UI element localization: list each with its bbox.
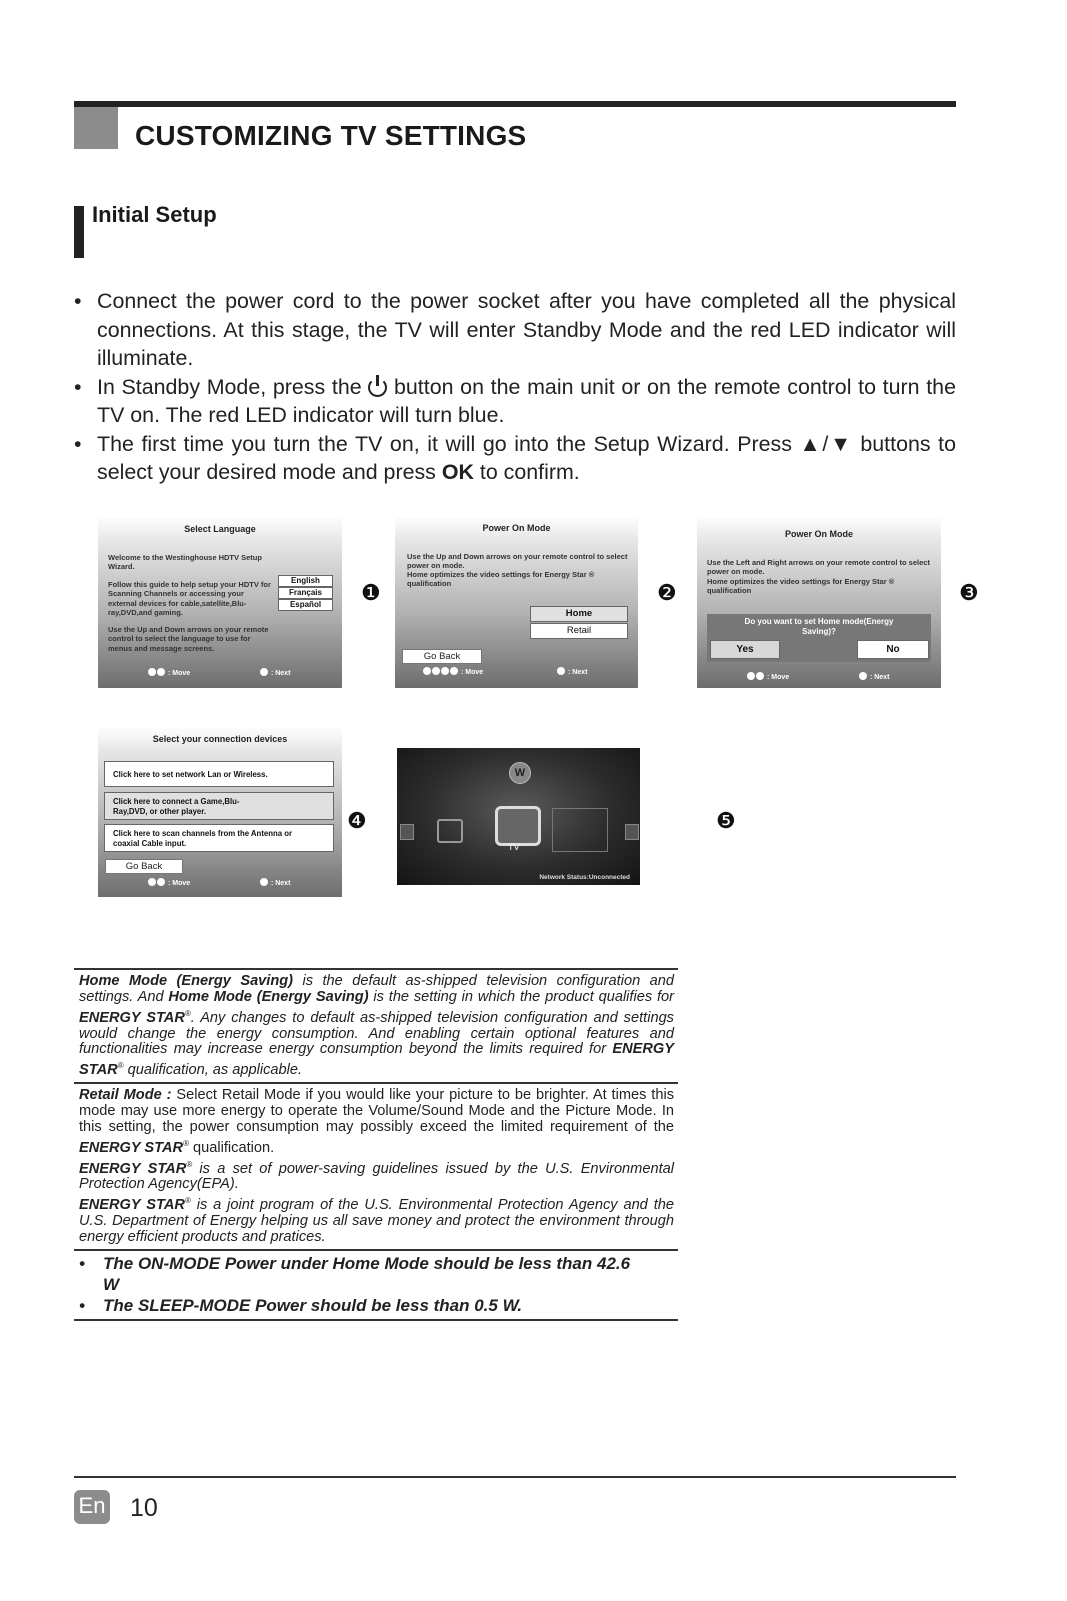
home-mode-note: Home Mode (Energy Saving) is the default as-shipped television configuration and settings. And Home Mode (Energy Saving) is the setting in which the product qualifies for ENERGY STAR®. Any changes to default as-shipped television configuration and settings would change the energy consumption. And enabling certain optional features and functionalities may increase energy consumption beyond the limits required for ENERGY STAR® qualification, as applicable. bbox=[79, 973, 674, 1079]
dialog-question: Do you want to set Home mode(Energy Saving)? bbox=[744, 617, 894, 636]
brand-logo-icon: W bbox=[509, 762, 531, 784]
section-bar bbox=[74, 206, 84, 258]
bullet-text: buttons to select your desired mode and press bbox=[97, 431, 956, 484]
next-hint: Next bbox=[275, 880, 291, 887]
up-key-icon bbox=[450, 667, 458, 675]
up-down-arrow-icon: ▲/▼ bbox=[799, 431, 853, 456]
list-item: • The first time you turn the TV on, it will go into the Setup Wizard. Press ▲/▼ buttons to select your desired mode and press OK to confirm. bbox=[74, 431, 956, 484]
screen-home-menu bbox=[397, 748, 640, 885]
go-back-button[interactable]: Go Back bbox=[105, 859, 183, 874]
language-option[interactable]: English bbox=[278, 575, 333, 587]
screen-text: Follow this guide to help setup your HDTV for Scanning Channels or accessing your external devices for cable,satellite,Blu-ray,DVD,and gaming. bbox=[108, 580, 271, 617]
retail-mode-note: Retail Mode : Select Retail Mode if you would like your picture to be brighter. At times this mode may use more energy to operate the Volume/Sound Mode and the Picture Mode. In this setting, the power consumption may possibly exceed the limited requirement of the ENERGY STAR® qualification. ENERGY STAR® is a set of power-saving guidelines issued by the U.S. Environmental Protection Agency(EPA). ENERGY STAR® is a joint program of the U.S. Environmental Protection Agency and the U.S. Department of Energy helping us all save money and protect the environment through energy efficient products and pratices. bbox=[79, 1087, 675, 1245]
divider bbox=[74, 1319, 678, 1321]
bullet-text: In Standby Mode, press the bbox=[97, 374, 362, 399]
step-number: ❹ bbox=[347, 808, 367, 833]
network-option[interactable]: Click here to set network Lan or Wireless. bbox=[104, 761, 334, 787]
list-item: • Connect the power cord to the power socket after you have completed all the physical connections. At this stage, the TV will enter Standby Mode and the red LED indicator will illuminate. bbox=[74, 287, 956, 373]
bullet-list bbox=[74, 287, 956, 487]
up-key-icon bbox=[157, 878, 165, 886]
bottom-rule bbox=[74, 1476, 956, 1478]
screen-title: Select your connection devices bbox=[152, 734, 288, 744]
screen-text: Use the Up and Down arrows on your remote control to select the language to use for menus and message screens. bbox=[108, 625, 269, 653]
screen-title: Power On Mode bbox=[784, 529, 853, 539]
network-status: Network Status:Unconnected bbox=[539, 874, 630, 881]
up-key-icon bbox=[756, 672, 764, 680]
screen-text: Home optimizes the video settings for Energy Star ® qualification bbox=[407, 570, 595, 589]
section-title: Initial Setup bbox=[92, 202, 217, 227]
retail-option[interactable]: Retail bbox=[530, 623, 628, 639]
page-number: 10 bbox=[130, 1494, 158, 1522]
down-key-icon bbox=[148, 878, 156, 886]
move-hint: Move bbox=[465, 669, 484, 676]
ok-key-icon bbox=[557, 667, 565, 675]
ok-key-icon bbox=[260, 668, 268, 676]
left-arrow-icon[interactable] bbox=[400, 824, 414, 840]
step-number: ❶ bbox=[361, 580, 381, 605]
header-square bbox=[74, 107, 118, 149]
right-key-icon bbox=[432, 667, 440, 675]
screen-select-connection: Select your connection devices Click here to set network Lan or Wireless. Click here to connect a Game,Blu-Ray,DVD, or other player. Click here to scan channels from the Antenna or coaxial Cable input. Go Back : Move : Next bbox=[98, 728, 342, 897]
no-button[interactable]: No bbox=[857, 640, 929, 659]
home-option[interactable]: Home bbox=[530, 606, 628, 622]
yes-button[interactable]: Yes bbox=[710, 640, 780, 659]
list-item: • The SLEEP-MODE Power should be less than 0.5 W. bbox=[79, 1295, 523, 1315]
down-key-icon bbox=[148, 668, 156, 676]
step-number: ❸ bbox=[959, 580, 979, 605]
power-icon bbox=[368, 378, 387, 397]
power-spec-list bbox=[74, 1251, 678, 1319]
language-option[interactable]: Français bbox=[278, 587, 333, 599]
screen-title: Power On Mode bbox=[482, 523, 551, 533]
move-hint: Move bbox=[172, 880, 191, 887]
screen-title: Select Language bbox=[184, 524, 256, 534]
up-key-icon bbox=[157, 668, 165, 676]
step-number: ❷ bbox=[657, 580, 677, 605]
confirm-dialog bbox=[707, 614, 931, 662]
left-key-icon bbox=[423, 667, 431, 675]
page-title: CUSTOMIZING TV SETTINGS bbox=[135, 120, 527, 151]
screen-text: Use the Up and Down arrows on your remote control to select power on mode. bbox=[407, 552, 628, 571]
list-item: • In Standby Mode, press the button on the main unit or on the remote control to turn the TV on. The red LED indicator will turn blue. bbox=[74, 374, 956, 427]
bullet-text: to confirm. bbox=[479, 460, 580, 484]
down-key-icon bbox=[747, 672, 755, 680]
screen-text: Use the Left and Right arrows on your remote control to select power on mode. bbox=[707, 558, 930, 577]
language-option[interactable]: Español bbox=[278, 599, 333, 611]
screen-select-language: Select Language Welcome to the Westinghouse HDTV Setup Wizard. Follow this guide to help setup your HDTV for Scanning Channels or accessing your external devices for cable,satellite,Blu-ray,DVD,and gaming. Use the Up and Down arrows on your remote control to select the language to use for menus and message screens. English Français Español : Move : Next bbox=[98, 518, 342, 688]
player-option[interactable]: Click here to connect a Game,Blu-Ray,DVD, or other player. bbox=[104, 792, 334, 820]
ok-key-icon bbox=[260, 878, 268, 886]
screen-power-on-mode-confirm: Power On Mode Use the Left and Right arrows on your remote control to select power on mode. Home optimizes the video settings for Energy Star ® qualification Do you want to set Home mode(Energy Saving)? Yes No : Move : Next bbox=[697, 517, 941, 688]
next-hint: Next bbox=[275, 670, 291, 677]
down-key-icon bbox=[441, 667, 449, 675]
bullet-text: button on the main unit or on the remote control to turn the TV on. The red LED indicator will turn blue. bbox=[97, 374, 956, 427]
tv-label: TV bbox=[508, 843, 520, 853]
scan-channels-option[interactable]: Click here to scan channels from the Antenna or coaxial Cable input. bbox=[104, 824, 334, 852]
screen-text: Welcome to the Westinghouse HDTV Setup Wizard. bbox=[108, 553, 262, 572]
move-hint: Move bbox=[172, 670, 191, 677]
apps-icon[interactable] bbox=[552, 808, 608, 852]
step-number: ❺ bbox=[716, 808, 736, 833]
next-hint: Next bbox=[874, 674, 890, 681]
ok-key-icon bbox=[859, 672, 867, 680]
language-badge: En bbox=[74, 1490, 110, 1524]
screen-power-on-mode: Power On Mode Use the Up and Down arrows on your remote control to select power on mode. Home optimizes the video settings for Energy Star ® qualification Home Retail Go Back : Move : Next bbox=[395, 517, 638, 688]
go-back-button[interactable]: Go Back bbox=[402, 649, 482, 664]
bullet-text: Connect the power cord to the power socket after you have completed all the physical connections. At this stage, the TV will enter Standby Mode and the red LED indicator will illuminate. bbox=[97, 289, 956, 370]
list-item: • The ON-MODE Power under Home Mode should be less than 42.6 W bbox=[79, 1253, 631, 1294]
move-hint: Move bbox=[771, 674, 790, 681]
notes-box bbox=[74, 968, 678, 1321]
screen-text: Home optimizes the video settings for Energy Star ® qualification bbox=[707, 577, 895, 596]
bullet-text: The first time you turn the TV on, it will go into the Setup Wizard. Press bbox=[97, 431, 792, 456]
tv-icon[interactable] bbox=[495, 806, 541, 846]
input-source-icon[interactable] bbox=[437, 819, 463, 843]
ok-key: OK bbox=[441, 460, 474, 484]
right-arrow-icon[interactable] bbox=[625, 824, 639, 840]
next-hint: Next bbox=[572, 669, 588, 676]
top-rule bbox=[74, 101, 956, 107]
